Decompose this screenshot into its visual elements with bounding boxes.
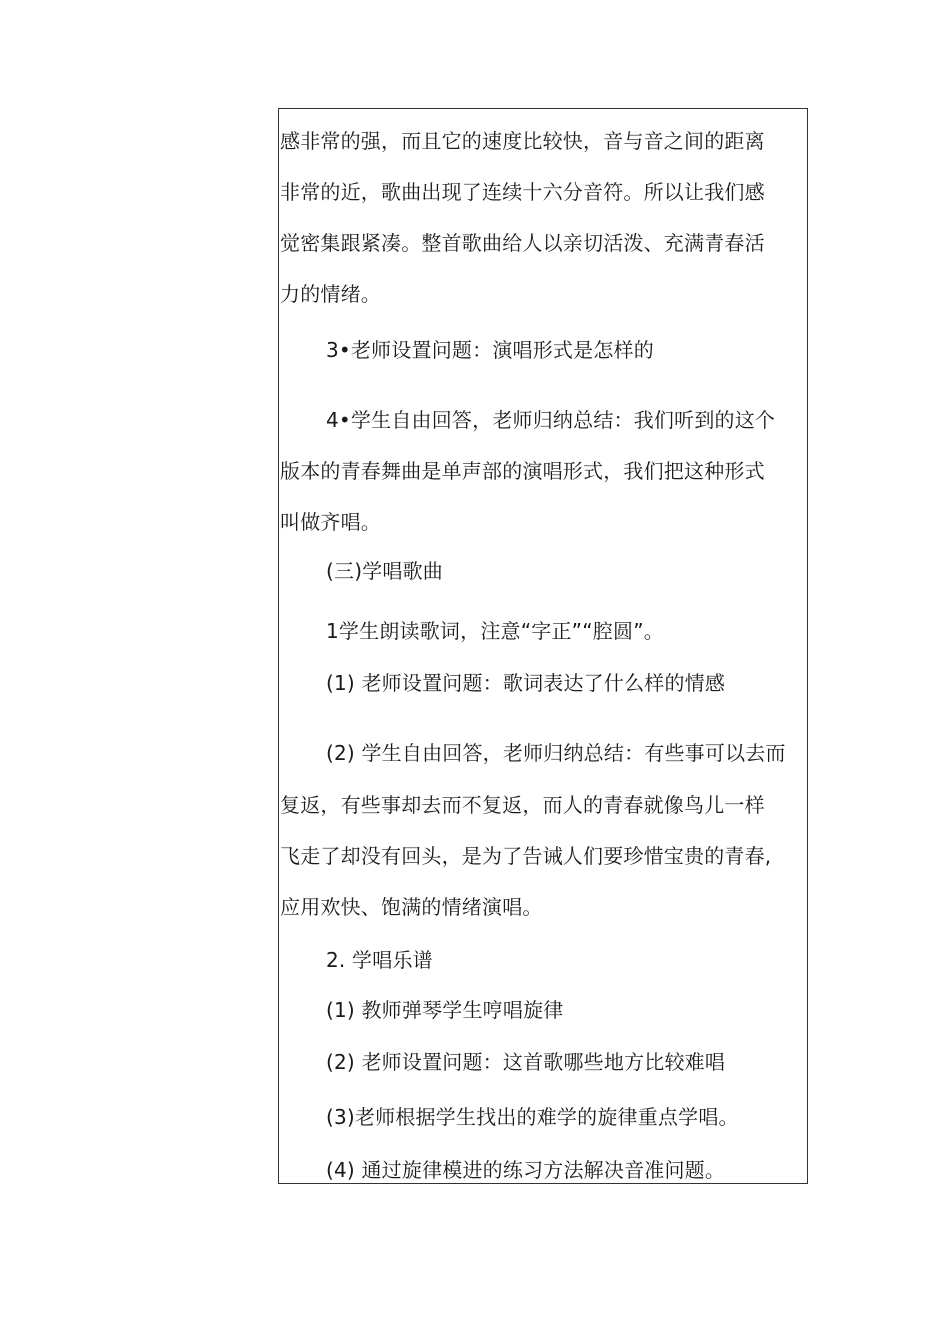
paragraph-line: 复返，有些事却去而不复返，而人的青春就像鸟儿一样 [280, 793, 765, 817]
paragraph-line: 觉密集跟紧凑。整首歌曲给人以亲切活泼、充满青春活 [280, 231, 765, 255]
paragraph-line: (1) 老师设置问题：歌词表达了什么样的情感 [326, 671, 726, 695]
paragraph-line: 叫做齐唱。 [280, 510, 381, 534]
paragraph-line: 应用欢快、饱满的情绪演唱。 [280, 895, 543, 919]
paragraph-line: 4•学生自由回答，老师归纳总结：我们听到的这个 [326, 408, 776, 432]
section-heading: (三)学唱歌曲 [326, 559, 444, 583]
paragraph-line: 2. 学唱乐谱 [326, 948, 433, 972]
paragraph-line: 感非常的强，而且它的速度比较快，音与音之间的距离 [280, 129, 765, 153]
paragraph-line: 1学生朗读歌词，注意“字正”“腔圆”。 [326, 619, 664, 643]
paragraph-line: 3•老师设置问题：演唱形式是怎样的 [326, 338, 654, 362]
paragraph-line: 非常的近，歌曲出现了连续十六分音符。所以让我们感 [280, 180, 765, 204]
paragraph-line: (1) 教师弹琴学生哼唱旋律 [326, 998, 564, 1022]
paragraph-line: (4) 通过旋律模进的练习方法解决音准问题。 [326, 1158, 726, 1182]
paragraph-line: 版本的青春舞曲是单声部的演唱形式，我们把这种形式 [280, 459, 765, 483]
paragraph-line: (3)老师根据学生找出的难学的旋律重点学唱。 [326, 1105, 739, 1129]
paragraph-line: (2) 老师设置问题：这首歌哪些地方比较难唱 [326, 1050, 726, 1074]
paragraph-line: 飞走了却没有回头，是为了告诫人们要珍惜宝贵的青春, [280, 844, 772, 868]
paragraph-line: 力的情绪。 [280, 282, 381, 306]
paragraph-line: (2) 学生自由回答，老师归纳总结：有些事可以去而 [326, 741, 786, 765]
